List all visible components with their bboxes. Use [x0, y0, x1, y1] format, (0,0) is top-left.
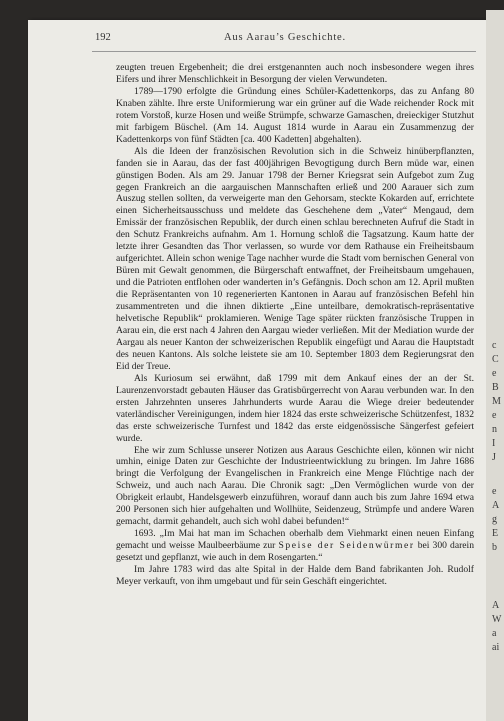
paragraph: 1789—1790 erfolgte die Gründung eines Schüler-Kadettenkorps, das zu Anfang 80 Knaben zählte. Ihre erste Uniformierung war ein grüner auf die Wade reichender Rock mit rotem Vorstoß, kurze Hosen und weiße Strümpfe, schwarze Gamaschen, dreieckiger Stutzhut mit farbigem Büschel. (Am 14. August 1814 wurde in Aarau ein Zusammenzug der Kadettenkorps von fünf Städten [ca. 400 Kadetten] abgehalten).: [116, 85, 474, 145]
edge-letter: B: [492, 382, 499, 393]
edge-letter: C: [492, 354, 499, 365]
paragraph-text: bei 300 darein gesetzt und gepflanzt, wie auch in dem Rosengarten.“: [116, 540, 474, 564]
edge-letter: b: [492, 542, 497, 553]
paragraph: Ehe wir zum Schlusse unserer Notizen aus Aaraus Geschichte eilen, können wir nicht umhin, einige Daten zur Geschichte der Industrieentwicklung zu bringen. Im Jahre 1686 bringt die Verfolgung der Evangelischen in Frankreich eine Menge Flüchtige nach der Schweiz, und auch nach Aarau. Die Chronik sagt: „Den Vermöglichen wurde von der Obrigkeit erlaubt, Handelsgewerb einzuführen, worauf dann auch bis zum Jahre 1694 etwa 200 Personen sich hier aufgehalten und Wollhüte, Seidenzeug, Strümpfe und andere Waren gemacht, darmit gehandelt, auch sich wohl dabei befunden!“: [116, 444, 474, 528]
paragraph-text: 1693. „Im Mai hat man im Schachen oberhalb dem Viehmarkt einen neuen Einfang gemacht und weisse Maulbeerbäume zur: [116, 528, 474, 552]
edge-letter: n: [492, 424, 497, 435]
spaced-emphasis: Speise der Seidenwürmer: [278, 540, 415, 552]
paragraph: Als die Ideen der französischen Revolution sich in die Schweiz hinüberpflanzten, fanden sie in Aarau, das der fast 400jährigen Bevogtigung durch Bern müde war, einen günstigen Boden. Als am 29. Januar 1798 der Berner Kriegsrat sein Aufgebot zum Zug gegen Frankreich an die aargauischen Mannschaften erließ und 200 Aarauer sich zum Auszug stellen sollten, da verweigerte man den Gehorsam, steckte Kokarden auf, errichtete einen Sicherheitsausschuss und meldete das Geschehene dem „Vater“ Mengaud, dem Emissär der französischen Republik, der durch einen schlau berechneten Aufruf die Stadt in den Schutz Frankreichs aufnahm. Am 1. Hornung schloß die Tagsatzung. Kaum hatte der letzte ihrer Gesandten das Thor verlassen, so wurde vor dem Rathause ein Freiheitsbaum aufgerichtet. Allein schon wenige Tage nachher wurde die Stadt vom bernischen General von Büren mit Gewalt genommen, die Bürgerschaft entwaffnet, der Freiheitsbaum umgehauen, und die Patrioten entflohen oder wanderten in’s Gefängnis. Doch schon am 12. April mußten die Repräsentanten von 10 regenerierten Kantonen in Aarau auf französischen Befehl hin zusammentreten und die ihnen diktierte „Eine unteilbare, demokratisch-repräsentative helvetische Republik“ proklamieren. Wenige Tage später rückten französische Truppen in Aarau ein, die erst nach 4 Jahren den Aargau wieder verließen. Mit der Mediation wurde der Aargau als neuer Kanton der schweizerischen Republik eingefügt und Aarau die Hauptstadt des neuen Kantons. Als solche leistete sie am 10. September 1803 dem Regierungsrat den Eid der Treue.: [116, 145, 474, 372]
edge-letter: e: [492, 486, 497, 497]
adjacent-page-edge: [486, 10, 504, 721]
edge-letter: c: [492, 340, 497, 351]
paragraph: Als Kuriosum sei erwähnt, daß 1799 mit dem Ankauf eines der an der St. Laurenzenvorstadt gebauten Häuser das Gratisbürgerrecht von Aarau verbunden war. In den ersten Jahrzehnten unseres Jahrhunderts wurde Aarau die Wiege dreier bedeutender vaterländischer Vereinigungen, indem hier 1824 das erste schweizerische Schützenfest, 1832 das erste schweizerische Turnfest und 1842 das erste eidgenössische Sängerfest gefeiert wurde.: [116, 372, 474, 444]
edge-letter: I: [492, 438, 496, 449]
edge-letter: ai: [492, 642, 500, 653]
edge-letter: A: [492, 500, 500, 511]
paragraph: [116, 528, 474, 564]
paragraph: zeugten treuen Ergebenheit; die drei erstgenannten auch noch insbesondere wegen ihres Eifers und ihrer Menschlichkeit in Besorgung der vielen Verwundeten.: [116, 62, 474, 85]
edge-letter: e: [492, 368, 497, 379]
edge-letter: J: [492, 452, 496, 463]
edge-letter: E: [492, 528, 499, 539]
running-title: Aus Aarau’s Geschichte.: [224, 32, 346, 43]
header-rule: [92, 51, 476, 52]
edge-letter: W: [492, 614, 502, 625]
edge-letter: M: [492, 396, 501, 407]
page-number: 192: [95, 32, 111, 43]
edge-letter: e: [492, 410, 497, 421]
edge-letter: a: [492, 628, 497, 639]
edge-letter: A: [492, 600, 500, 611]
body-text: [116, 62, 474, 588]
edge-letter: g: [492, 514, 497, 525]
paragraph: Im Jahre 1783 wird das alte Spital in der Halde dem Band fabrikanten Joh. Rudolf Meyer verkauft, von ihm umgebaut und für sein Geschäft eingerichtet.: [116, 564, 474, 587]
